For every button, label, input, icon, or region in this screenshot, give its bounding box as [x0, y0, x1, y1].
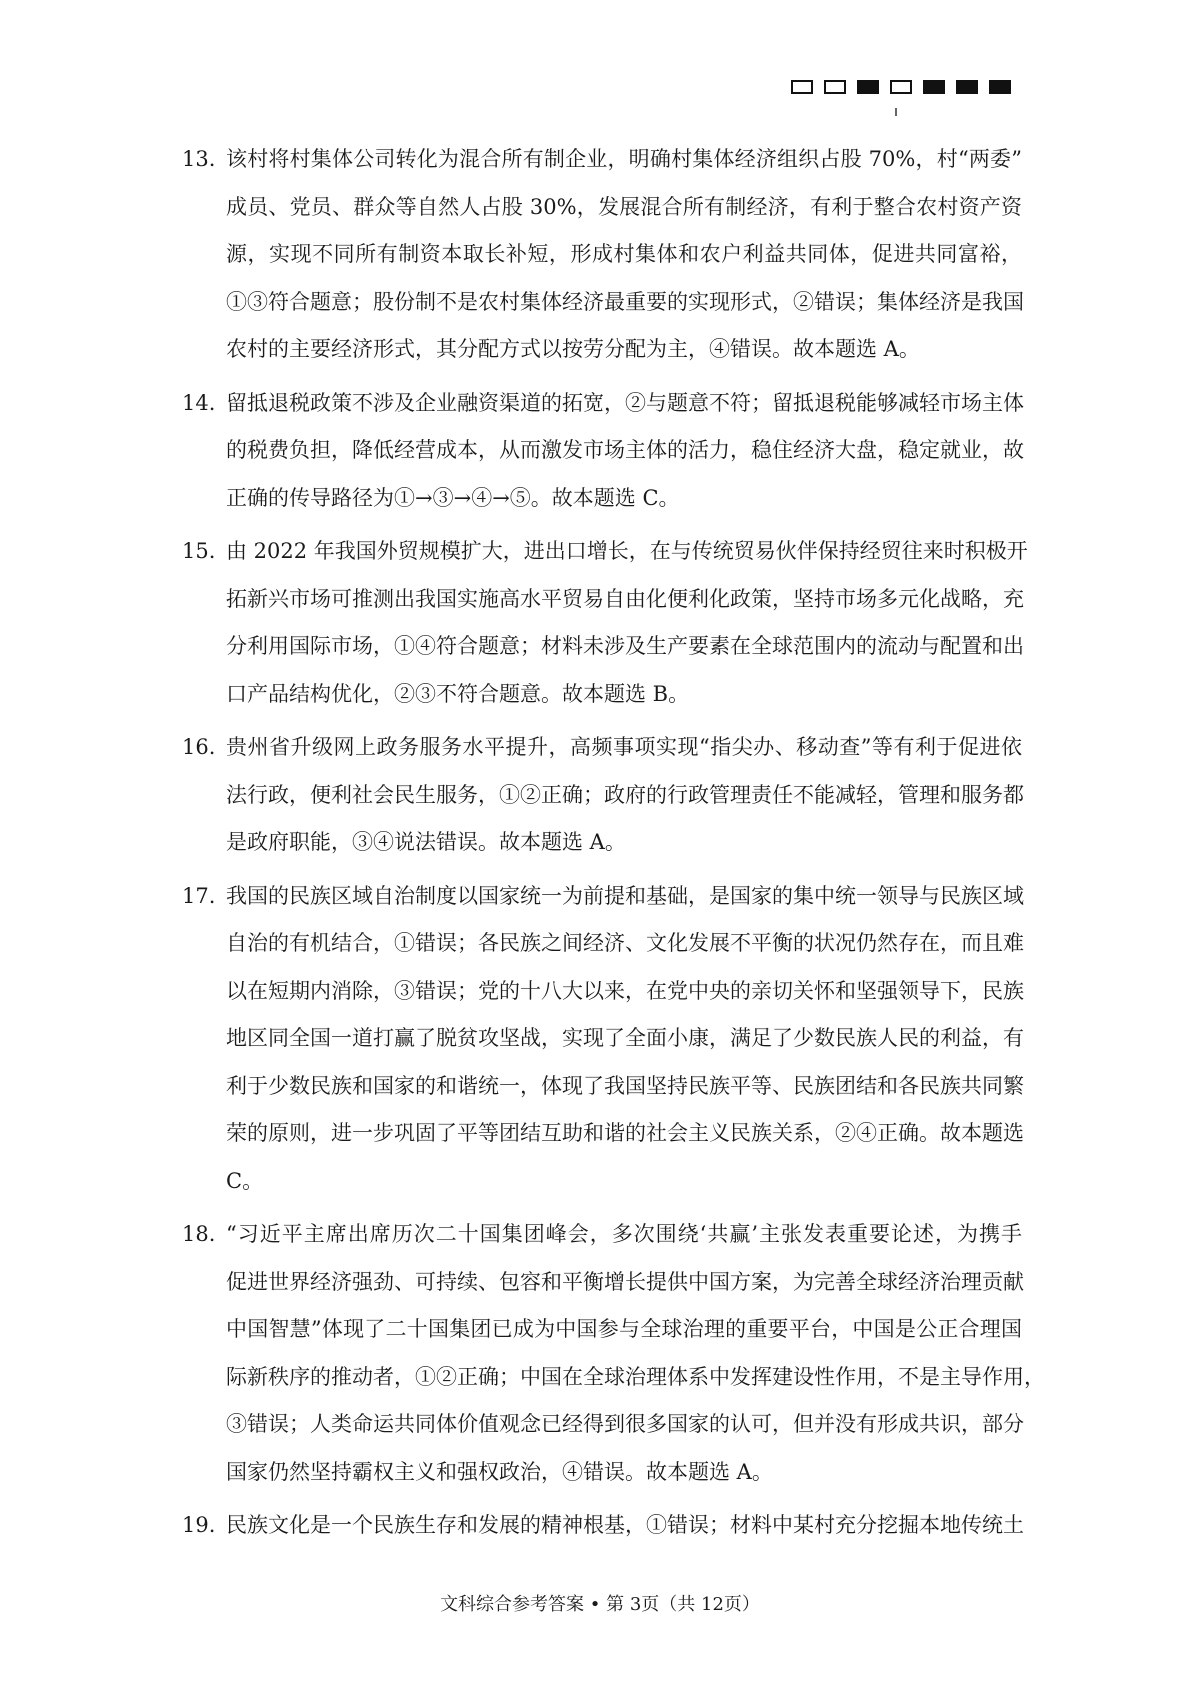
answer-text-line: 留抵退税政策不涉及企业融资渠道的拓宽，②与题意不符；留抵退税能够减轻市场主体: [226, 390, 1024, 415]
registration-mark: [989, 80, 1011, 94]
answer-number: 15.: [182, 539, 216, 563]
answer-text-line: 由 2022 年我国外贸规模扩大，进出口增长，在与传统贸易伙伴保持经贸往来时积极开: [226, 539, 1028, 563]
answer-text-line: 该村将村集体公司转化为混合所有制企业，明确村集体经济组织占股 70%，村“两委”: [226, 147, 1022, 171]
answer-number: 17.: [182, 883, 216, 908]
answer-text-line: ③错误；人类命运共同体价值观念已经得到很多国家的认可，但并没有形成共识，部分: [226, 1412, 1024, 1436]
registration-mark: [824, 80, 846, 94]
answer-item: [182, 1211, 1045, 1496]
answer-item: [182, 1502, 1022, 1550]
registration-mark: [890, 80, 912, 94]
answer-text-line: 成员、党员、群众等自然人占股 30%，发展混合所有制经济，有利于整合农村资产资: [226, 194, 1022, 219]
answer-text-line: 际新秩序的推动者，①②正确；中国在全球治理体系中发挥建设性作用，不是主导作用，: [226, 1364, 1045, 1389]
answer-number: 16.: [182, 735, 216, 759]
answer-text-line: 是政府职能，③④说法错误。故本题选 A。: [226, 830, 626, 854]
page-footer: 文科综合参考答案 • 第 3页（共 12页）: [440, 1594, 760, 1615]
answer-text-line: C。: [226, 1168, 264, 1193]
answer-text-line: ①③符合题意；股份制不是农村集体经济最重要的实现形式，②错误；集体经济是我国: [226, 289, 1024, 314]
answer-text-line: 我国的民族区域自治制度以国家统一为前提和基础，是国家的集中统一领导与民族区域: [226, 883, 1024, 908]
answer-text-line: 法行政，便利社会民生服务，①②正确；政府的行政管理责任不能减轻，管理和服务都: [226, 782, 1024, 807]
answer-text-line: 分利用国际市场，①④符合题意；材料未涉及生产要素在全球范围内的流动与配置和出: [226, 634, 1024, 658]
registration-marks: [791, 80, 1011, 94]
answer-text-line: 以在短期内消除，③错误；党的十八大以来，在党中央的亲切关怀和坚强领导下，民族: [226, 978, 1024, 1003]
answer-text-line: 地区同全国一道打赢了脱贫攻坚战，实现了全面小康，满足了少数民族人民的利益，有: [226, 1026, 1024, 1050]
answer-number: 18.: [182, 1222, 216, 1246]
answer-text-line: “习近平主席出席历次二十国集团峰会，多次围绕‘共赢’主张发表重要论述，为携手: [226, 1222, 1022, 1246]
registration-mark: [923, 80, 945, 94]
tick-mark: [895, 108, 897, 116]
answer-text-line: 的税费负担，降低经营成本，从而激发市场主体的活力，稳住经济大盘，稳定就业，故: [226, 438, 1024, 462]
answer-number: 13.: [182, 147, 216, 171]
answer-text-line: 正确的传导路径为①→③→④→⑤。故本题选 C。: [226, 485, 680, 510]
answer-item: [182, 724, 1022, 867]
answer-item: [182, 136, 1022, 374]
answer-text-line: 中国智慧”体现了二十国集团已成为中国参与全球治理的重要平台，中国是公正合理国: [226, 1317, 1022, 1341]
answer-item: [182, 380, 1022, 523]
registration-mark: [956, 80, 978, 94]
answer-text-line: 拓新兴市场可推测出我国实施高水平贸易自由化便利化政策，坚持市场多元化战略，充: [226, 586, 1024, 611]
answer-text-line: 源，实现不同所有制资本取长补短，形成村集体和农户利益共同体，促进共同富裕，: [226, 242, 1022, 266]
answer-number: 14.: [182, 390, 216, 415]
answer-text-line: 促进世界经济强劲、可持续、包容和平衡增长提供中国方案，为完善全球经济治理贡献: [226, 1269, 1024, 1294]
answer-text-line: 国家仍然坚持霸权主义和强权政治，④错误。故本题选 A。: [226, 1459, 773, 1484]
answer-text-line: 口产品结构优化，②③不符合题意。故本题选 B。: [226, 681, 690, 706]
answer-text-line: 农村的主要经济形式，其分配方式以按劳分配为主，④错误。故本题选 A。: [226, 337, 920, 361]
answer-text-line: 自治的有机结合，①错误；各民族之间经济、文化发展不平衡的状况仍然存在，而且难: [226, 931, 1024, 955]
answer-text-line: 利于少数民族和国家的和谐统一，体现了我国坚持民族平等、民族团结和各民族共同繁: [226, 1073, 1024, 1098]
answer-number: 19.: [182, 1513, 216, 1537]
answer-text-line: 贵州省升级网上政务服务水平提升，高频事项实现“指尖办、移动查”等有利于促进依: [226, 735, 1022, 759]
answer-item: [182, 528, 1028, 718]
answer-text-line: 荣的原则，进一步巩固了平等团结互助和谐的社会主义民族关系，②④正确。故本题选: [226, 1121, 1024, 1145]
answer-text-line: 民族文化是一个民族生存和发展的精神根基，①错误；材料中某村充分挖掘本地传统土: [226, 1513, 1024, 1537]
answer-list: [182, 136, 1045, 1556]
registration-mark: [791, 80, 813, 94]
answer-item: [182, 873, 1022, 1206]
registration-mark: [857, 80, 879, 94]
